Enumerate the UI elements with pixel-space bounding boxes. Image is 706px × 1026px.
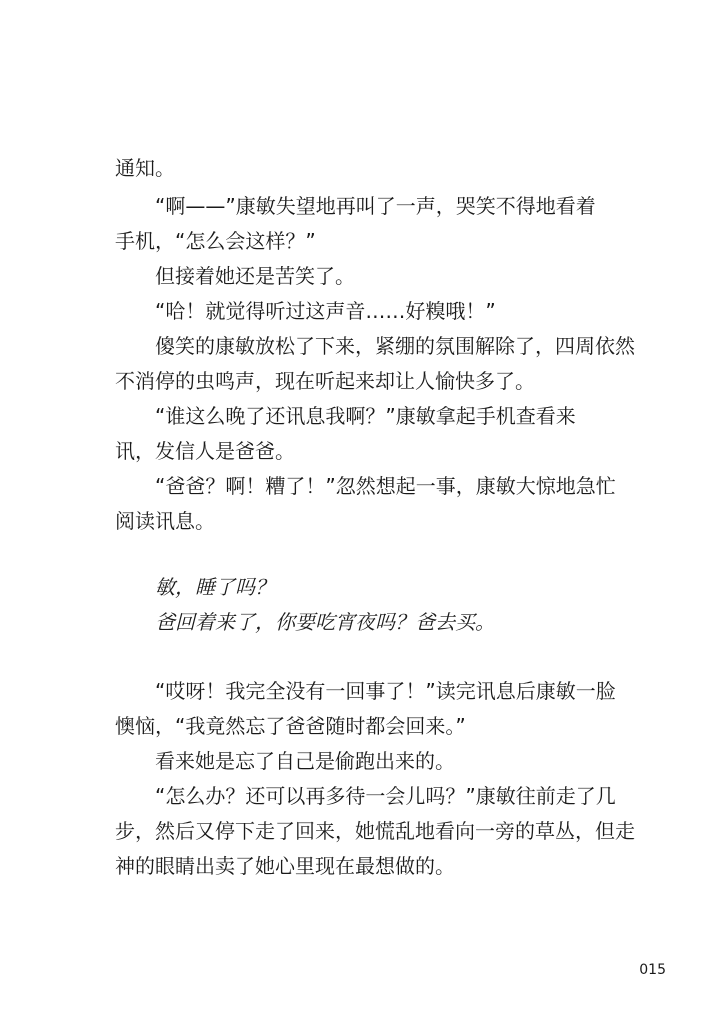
body-text-line: 手机，“怎么会这样？” [115, 229, 316, 253]
body-text-line: 看来她是忘了自己是偷跑出来的。 [155, 749, 455, 773]
body-text-line: 讯，发信人是爸爸。 [115, 439, 295, 463]
body-text-line: “怎么办？还可以再多待一会儿吗？”康敏往前走了几 [155, 784, 616, 808]
body-text-line: “哈！就觉得听过这声音……好糗哦！” [155, 299, 496, 323]
text-message-line: 爸回着来了，你要吃宵夜吗？爸去买。 [155, 610, 495, 634]
body-text-line: 傻笑的康敏放松了下来，紧绷的氛围解除了，四周依然 [155, 334, 635, 358]
page-number: 015 [639, 962, 666, 978]
body-text-line: 但接着她还是苦笑了。 [155, 264, 355, 288]
body-text-line: “爸爸？啊！糟了！”忽然想起一事，康敏大惊地急忙 [155, 474, 616, 498]
body-text-line: 懊恼，“我竟然忘了爸爸随时都会回来。” [115, 714, 466, 738]
body-text-line: 步，然后又停下走了回来，她慌乱地看向一旁的草丛，但走 [115, 819, 635, 843]
text-message-line: 敏，睡了吗？ [155, 575, 275, 599]
body-text-line: 神的眼睛出卖了她心里现在最想做的。 [115, 854, 455, 878]
body-text-line: “啊——”康敏失望地再叫了一声，哭笑不得地看着 [155, 194, 596, 218]
body-text-line: “谁这么晚了还讯息我啊？”康敏拿起手机查看来 [155, 404, 576, 428]
body-text-line: 通知。 [115, 156, 175, 180]
body-text-line: 不消停的虫鸣声，现在听起来却让人愉快多了。 [115, 369, 535, 393]
body-text-line: “哎呀！我完全没有一回事了！”读完讯息后康敏一脸 [155, 679, 616, 703]
body-text-line: 阅读讯息。 [115, 509, 215, 533]
